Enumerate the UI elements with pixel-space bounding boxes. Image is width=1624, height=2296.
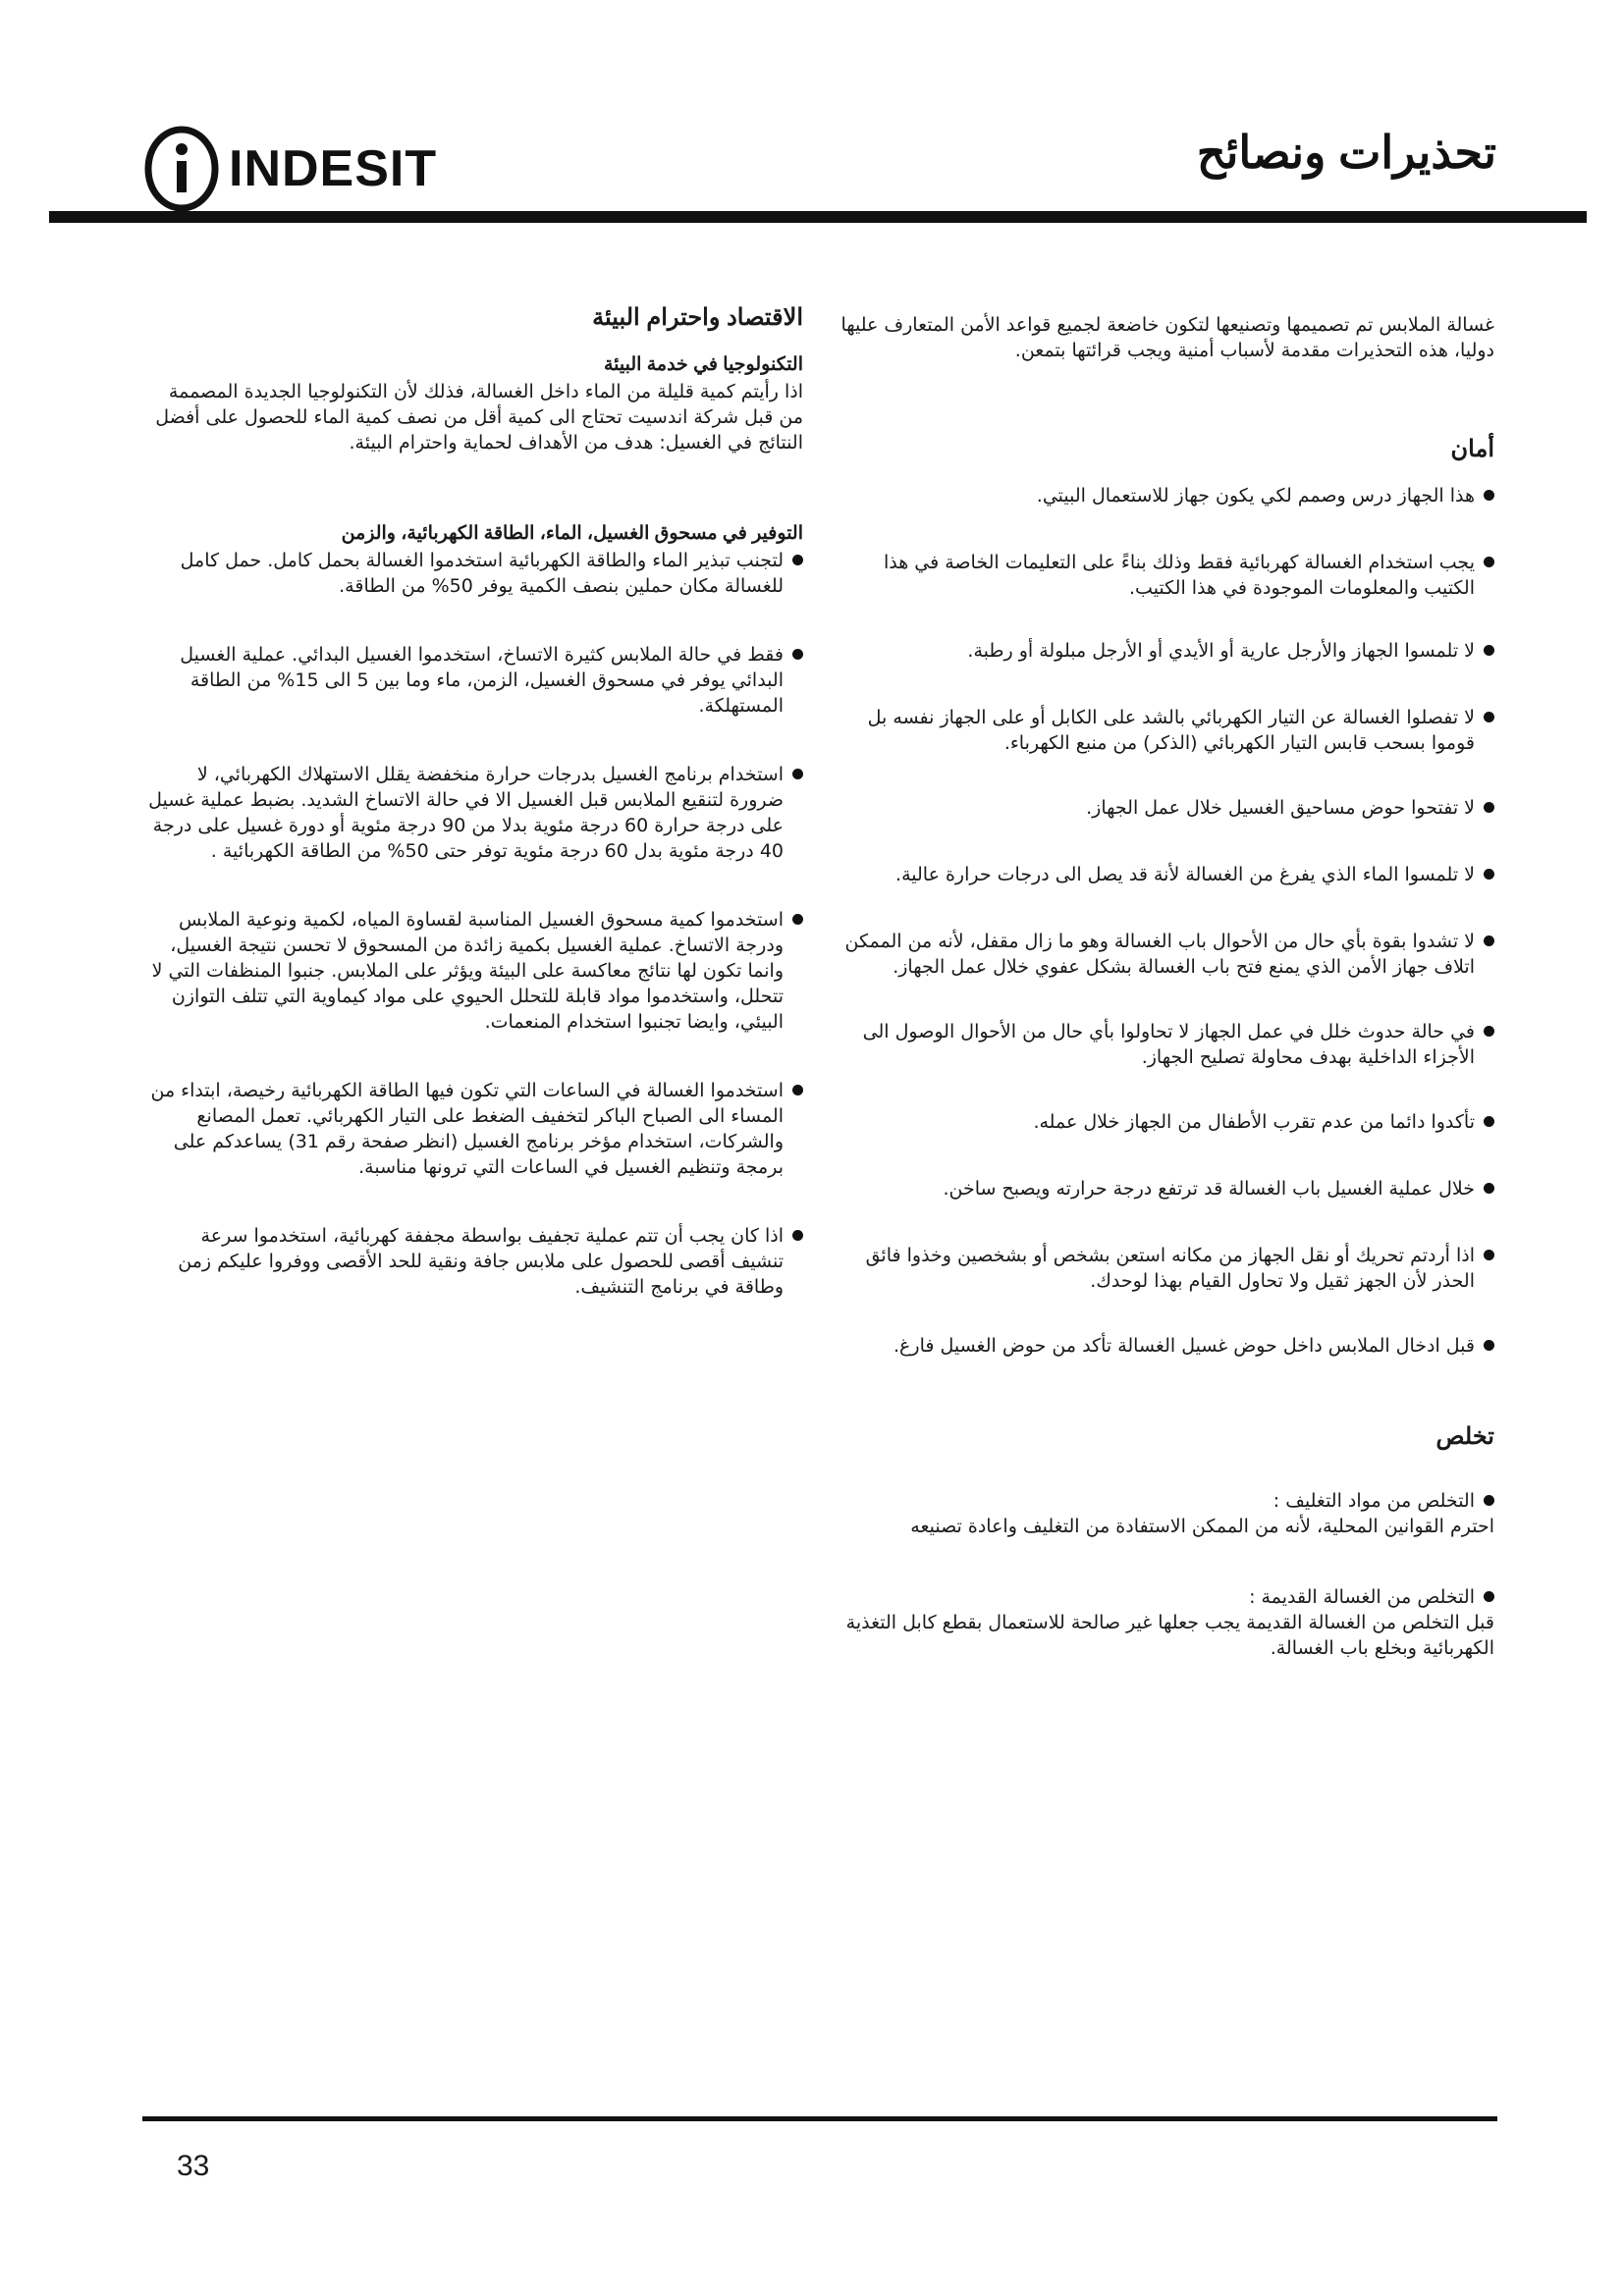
list-item xyxy=(835,1488,1494,1539)
list-item: اذا أردتم تحريك أو نقل الجهاز من مكانه استعن بشخص أو بشخصين وخذوا فائق الحذر لأن الجهز ثقيل ولا تحاول القيام بهذا لوحدك. xyxy=(835,1243,1494,1294)
tech-subheading: التكنولوجيا في خدمة البيئة xyxy=(603,354,803,375)
disposal-list xyxy=(835,1488,1494,1661)
indesit-logo xyxy=(142,126,447,212)
list-item: لا تلمسوا الماء الذي يفرغ من الغسالة لأنة قد يصل الى درجات حرارة عالية. xyxy=(835,862,1494,887)
disposal-heading: تخلص xyxy=(1435,1423,1494,1450)
bullet-icon xyxy=(1484,645,1494,656)
list-item: في حالة حدوث خلل في عمل الجهاز لا تحاولوا بأي حال من الأحوال الوصول الى الأجزاء الداخلية بهدف محاولة تصليح الجهاز. xyxy=(835,1019,1494,1070)
list-item: خلال عملية الغسيل باب الغسالة قد ترتفع درجة حرارته ويصبح ساخن. xyxy=(835,1176,1494,1201)
bullet-icon xyxy=(792,1085,803,1095)
economy-column xyxy=(147,302,803,1300)
list-item: تأكدوا دائما من عدم تقرب الأطفال من الجهاز خلال عمله. xyxy=(835,1109,1494,1135)
bullet-icon xyxy=(1484,1340,1494,1351)
economy-heading: الاقتصاد واحترام البيئة xyxy=(592,304,803,331)
brand-name: INDESIT xyxy=(229,140,438,197)
list-item: فقط في حالة الملابس كثيرة الاتساخ، استخدموا الغسيل البدائي. عملية الغسيل البدائي يوفر في مسحوق الغسيل، الزمن، ماء وما بين 5 الى 15% من الطاقة المستهلكة. xyxy=(147,642,803,719)
page-number: 33 xyxy=(177,2150,210,2182)
bullet-icon xyxy=(792,1230,803,1241)
bullet-icon xyxy=(1484,1495,1494,1506)
bullet-icon xyxy=(1484,557,1494,567)
list-item: لا تفصلوا الغسالة عن التيار الكهربائي بالشد على الكابل أو على الجهاز نفسه بل قوموا بسحب قابس التيار الكهربائي (الذكر) من منبع الكهرباء. xyxy=(835,705,1494,756)
bullet-icon xyxy=(1484,869,1494,880)
indesit-logo-emblem-icon xyxy=(142,126,221,212)
safety-heading: أمان xyxy=(1450,436,1494,462)
safety-column xyxy=(835,312,1494,1661)
top-divider xyxy=(49,211,1587,223)
page-title: تحذيرات ونصائح xyxy=(1196,127,1496,178)
bullet-icon xyxy=(792,649,803,660)
bottom-divider xyxy=(142,2116,1497,2121)
list-item: لتجنب تبذير الماء والطاقة الكهربائية استخدموا الغسالة بحمل كامل. حمل كامل للغسالة مكان حملين بنصف الكمية يوفر 50% من الطاقة. xyxy=(147,548,803,599)
bullet-icon xyxy=(1484,1183,1494,1194)
list-item: اذا كان يجب أن تتم عملية تجفيف بواسطة مجففة كهربائية، استخدموا سرعة تنشيف أقصى للحصول على ملابس جافة ونقية للحد الأقصى ووفروا عليكم زمن وطاقة في برنامج التنشيف. xyxy=(147,1223,803,1300)
list-item: يجب استخدام الغسالة كهربائية فقط وذلك بناءً على التعليمات الخاصة في هذا الكتيب والمعلومات الموجودة في هذا الكتيب. xyxy=(835,550,1494,601)
list-item: استخدموا كمية مسحوق الغسيل المناسبة لقساوة المياه، لكمية ونوعية الملابس ودرجة الاتساخ. عملية الغسيل بكمية زائدة من المسحوق لا تحسن نتيجة الغسيل، وانما تكون لها نتائج معاكسة على البيئة ويؤثر على الملابس. جنبوا المنظفات التي لا تتحلل، واستخدموا مواد قابلة للتحلل الحيوي على مواد كيماوية التي تتلف التوازن البيئي، وايضا تجنبوا استخدام المنعمات. xyxy=(147,907,803,1035)
savings-subheading: التوفير في مسحوق الغسيل، الماء، الطاقة الكهربائية، والزمن xyxy=(341,523,803,544)
bullet-icon xyxy=(792,914,803,925)
bullet-icon xyxy=(1484,1591,1494,1602)
list-item: هذا الجهاز درس وصمم لكي يكون جهاز للاستعمال البيتي. xyxy=(835,483,1494,508)
bullet-icon xyxy=(792,555,803,565)
bullet-icon xyxy=(1484,1026,1494,1037)
bullet-icon xyxy=(1484,935,1494,946)
safety-list xyxy=(835,483,1494,1359)
list-item: استخدام برنامج الغسيل بدرجات حرارة منخفضة يقلل الاستهلاك الكهربائي، لا ضرورة لتنقيع الملابس قبل الغسيل الا في حالة الاتساخ الشديد. بضبط عملية غسيل على درجة حرارة 60 درجة مئوية بدلا من 90 درجة مئوية أو دورة غسيل على درجة 40 درجة مئوية بدل 60 درجة مئوية توفر حتى 50% من الطاقة الكهربائية . xyxy=(147,762,803,864)
list-item: لا تفتحوا حوض مساحيق الغسيل خلال عمل الجهاز. xyxy=(835,795,1494,821)
tech-paragraph: اذا رأيتم كمية قليلة من الماء داخل الغسالة، فذلك لأن التكنولوجيا الجديدة المصممة من قبل شركة اندسيت تحتاج الى كمية أقل من نصف كمية الماء للحصول على أفضل النتائج في الغسيل: هدف من الأهداف لحماية واحترام البيئة. xyxy=(155,381,803,454)
bullet-icon xyxy=(792,769,803,779)
list-item: قبل ادخال الملابس داخل حوض غسيل الغسالة تأكد من حوض الغسيل فارغ. xyxy=(835,1333,1494,1359)
bullet-icon xyxy=(1484,1116,1494,1127)
list-item: استخدموا الغسالة في الساعات التي تكون فيها الطاقة الكهربائية رخيصة، ابتداء من المساء الى الصباح الباكر لتخفيف الضغط على التيار الكهربائي. تعمل المصانع والشركات، استخدام مؤخر برنامج الغسيل (انظر صفحة رقم 31) يساعدكم على برمجة وتنظيم الغسيل في الساعات التي ترونها مناسبة. xyxy=(147,1078,803,1180)
savings-list xyxy=(147,548,803,1300)
disposal-item-title: التخلص من مواد التغليف : xyxy=(1272,1490,1475,1512)
disposal-item-title: التخلص من الغسالة القديمة : xyxy=(1249,1586,1475,1608)
list-item: لا تشدوا بقوة بأي حال من الأحوال باب الغسالة وهو ما زال مقفل، لأنه من الممكن اتلاف جهاز الأمن الذي يمنع فتح باب الغسالة بشكل عفوي خلال عمل الجهاز. xyxy=(835,929,1494,980)
bullet-icon xyxy=(1484,802,1494,813)
list-item xyxy=(835,1584,1494,1661)
list-item: لا تلمسوا الجهاز والأرجل عارية أو الأيدي أو الأرجل مبلولة أو رطبة. xyxy=(835,638,1494,664)
disposal-item-body: قبل التخلص من الغسالة القديمة يجب جعلها غير صالحة للاستعمال بقطع كابل التغذية الكهربائية وبخلع باب الغسالة. xyxy=(845,1612,1494,1659)
bullet-icon xyxy=(1484,712,1494,722)
intro-paragraph: غسالة الملابس تم تصميمها وتصنيعها لتكون خاضعة لجميع قواعد الأمن المتعارف عليها دوليا، هذه التحذيرات مقدمة لأسباب أمنية ويجب قرائتها بتمعن. xyxy=(840,314,1494,361)
disposal-item-body: احترم القوانين المحلية، لأنه من الممكن الاستفادة من التغليف واعادة تصنيعه xyxy=(910,1516,1494,1537)
bullet-icon xyxy=(1484,1250,1494,1260)
bullet-icon xyxy=(1484,490,1494,501)
